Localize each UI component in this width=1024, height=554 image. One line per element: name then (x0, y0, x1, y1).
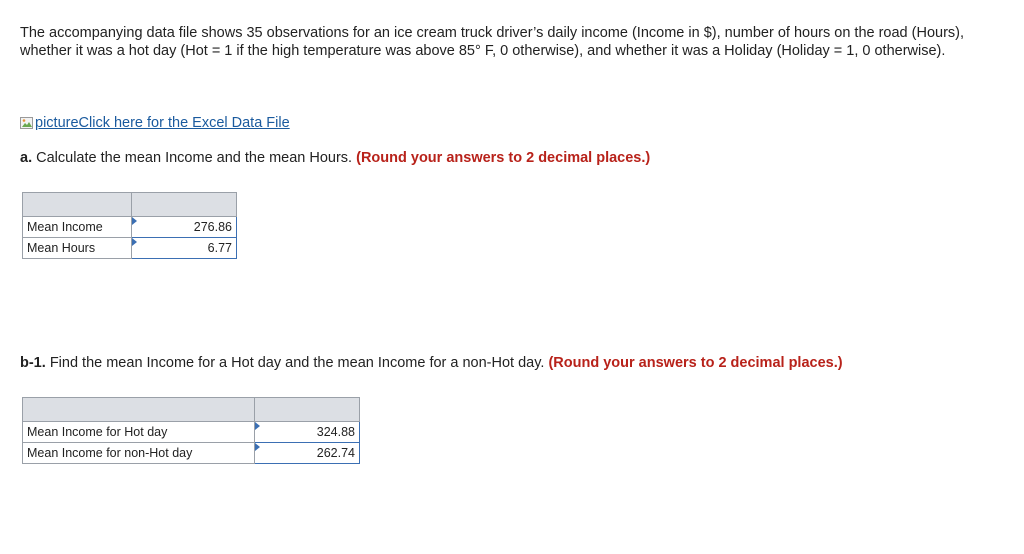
answer-table-a (22, 192, 237, 259)
question-a-rounding-note: (Round your answers to 2 decimal places.) (356, 150, 651, 166)
table-row (23, 422, 360, 443)
image-alt-text: picture (35, 115, 79, 131)
mean-hours-input[interactable] (132, 238, 237, 259)
input-marker-icon (132, 238, 137, 246)
question-a-label: a. (20, 150, 33, 166)
mean-income-hot-value: 324.88 (316, 425, 355, 439)
question-b1-text: Find the mean Income for a Hot day and the mean Income for a non-Hot day. (49, 355, 545, 371)
header-cell (255, 398, 360, 422)
question-b1 (20, 354, 843, 372)
input-marker-icon (132, 217, 137, 225)
question-b1-rounding-note: (Round your answers to 2 decimal places.) (548, 355, 843, 371)
answer-table-b1 (22, 397, 360, 464)
mean-hours-value: 6.77 (207, 241, 232, 255)
data-file-link-line (20, 114, 290, 132)
excel-data-file-link[interactable] (35, 114, 290, 132)
mean-income-label: Mean Income (23, 217, 132, 238)
mean-income-hot-input[interactable] (255, 422, 360, 443)
header-cell (23, 398, 255, 422)
table-header-row (23, 398, 360, 422)
question-a (20, 149, 650, 167)
mean-income-input[interactable] (132, 217, 237, 238)
header-cell (23, 193, 132, 217)
mean-income-nonhot-label: Mean Income for non-Hot day (23, 443, 255, 464)
input-marker-icon (255, 422, 260, 430)
table-header-row (23, 193, 237, 217)
question-a-text: Calculate the mean Income and the mean Hours. (36, 150, 353, 166)
mean-hours-label: Mean Hours (23, 238, 132, 259)
excel-data-file-link-label: Click here for the Excel Data File (78, 115, 290, 131)
problem-intro: The accompanying data file shows 35 observations for an ice cream truck driver’s daily income (Income in $), number of hours on the road (Hours), whether it was a hot day (Hot = 1 if the high temperature was above 85° F, 0 otherwise), and whether it was a Holiday (Holiday = 1, 0 otherwise). (20, 25, 965, 59)
input-marker-icon (255, 443, 260, 451)
mean-income-hot-label: Mean Income for Hot day (23, 422, 255, 443)
mean-income-nonhot-input[interactable] (255, 443, 360, 464)
table-row (23, 238, 237, 259)
mean-income-nonhot-value: 262.74 (316, 446, 355, 460)
table-row (23, 217, 237, 238)
broken-image-icon (20, 116, 34, 130)
mean-income-value: 276.86 (193, 220, 232, 234)
header-cell (132, 193, 237, 217)
question-b1-label: b-1. (20, 355, 46, 371)
table-row (23, 443, 360, 464)
